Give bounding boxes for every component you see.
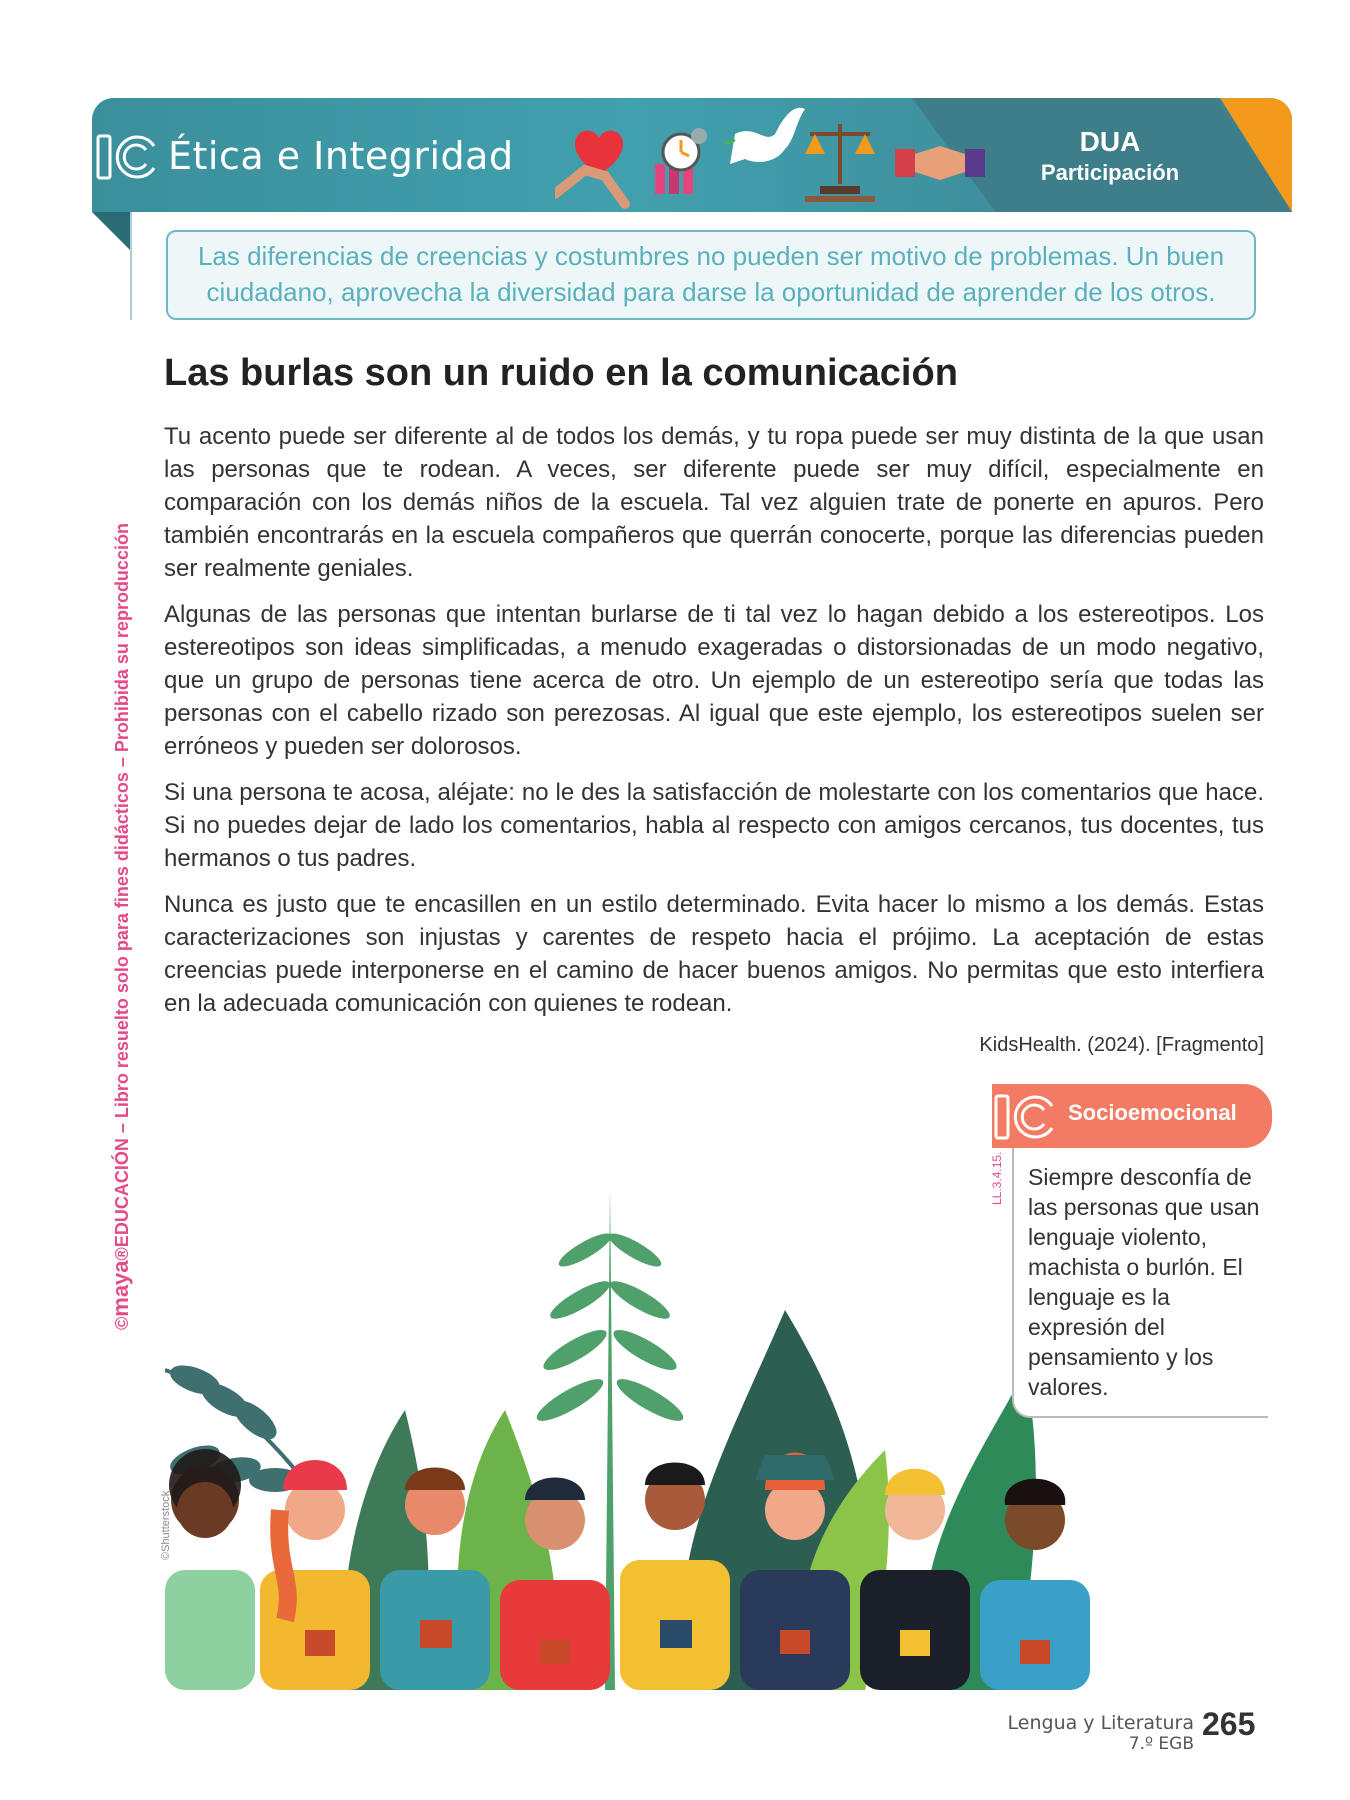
footer-subject: Lengua y Literatura [1007, 1712, 1194, 1734]
article-source: KidsHealth. (2024). [Fragmento] [979, 1034, 1264, 1056]
article-paragraph-4: Nunca es justo que te encasillen en un estilo determinado. Evita hacer lo mismo a los demás. Estas caracterizaciones son injustas y carentes de respeto hacia el prójimo. La aceptación de estas creencias puede interponerse en el camino de hacer buenos amigos. No permitas que esto interfiera en la adecuada comunicación con quienes te rodean. [164, 891, 1264, 1017]
handshake-icon [895, 146, 985, 180]
dove-icon [725, 108, 805, 164]
copyright-text: EDUCACIÓN – Libro resuelto solo para fines didácticos – Prohibida su reproducción [112, 523, 132, 1248]
banner-fold [92, 212, 132, 252]
article-title: Las burlas son un ruido en la comunicación [164, 352, 958, 394]
quote-left-bar [130, 212, 132, 320]
footer-grade: 7.º EGB [1128, 1734, 1194, 1754]
article-paragraph-3: Si una persona te acosa, aléjate: no le des la satisfacción de molestarte con los comentarios que hace. Si no puedes dejar de lado los comentarios, habla al respecto con amigos cercanos, tus docentes, tus hermanos o tus padres. [164, 779, 1264, 872]
copyright-symbol: © [112, 1316, 132, 1330]
dua-subtitle: Participación [1040, 160, 1180, 185]
copyright-brand: maya [108, 1260, 133, 1317]
ic-logo-icon [96, 132, 158, 182]
side-copyright [108, 523, 134, 1330]
dua-title: DUA [1079, 126, 1141, 157]
heart-hand-icon [555, 131, 625, 204]
chart-clock-icon [655, 128, 707, 194]
page-number: 265 [1202, 1706, 1256, 1742]
socio-text: Siempre desconfía de las personas que usan lenguaje violento, machista o burlón. El lenguaje es la expresión del pensamiento y los valores. [1028, 1164, 1260, 1400]
socio-ic-logo-icon [994, 1092, 1056, 1142]
article-paragraph-1: Tu acento puede ser diferente al de todos los demás, y tu ropa puede ser muy distinta de la que usan las personas que te rodean. A veces, ser diferente puede ser muy difícil, especialmente en comparación con los demás niños de la escuela. Tal vez alguien trate de ponerte en apuros. Pero también encontrarás en la escuela compañeros que querrán conocerte, porque las diferencias pueden ser realmente geniales. [164, 423, 1264, 582]
copyright-reg: ® [112, 1247, 132, 1261]
quote-text: Las diferencias de creencias y costumbres no pueden ser motivo de problemas. Un buen ciudadano, aprovecha la diversidad para darse la oportunidad de aprender de los otros. [197, 241, 1225, 307]
banner-icons [555, 104, 985, 212]
illustration-credit: ©Shutterstock [160, 1490, 172, 1560]
section-title: Ética e Integridad [168, 134, 514, 178]
article-paragraph-2: Algunas de las personas que intentan burlarse de ti tal vez lo hagan debido a los estereotipos. Los estereotipos son ideas simplificadas, a menudo exageradas o distorsionadas de un modo negativo, que un grupo de personas tiene acerca de otro. Un ejemplo de un estereotipo sería que todas las personas con el cabello rizado son perezosas. Al igual que este ejemplo, los estereotipos suelen ser erróneos y pueden ser dolorosos. [164, 601, 1264, 760]
socio-code: LL.3.4.15. [990, 1151, 1004, 1205]
socio-label: Socioemocional [1068, 1100, 1237, 1125]
scales-gavel-icon [805, 124, 875, 202]
